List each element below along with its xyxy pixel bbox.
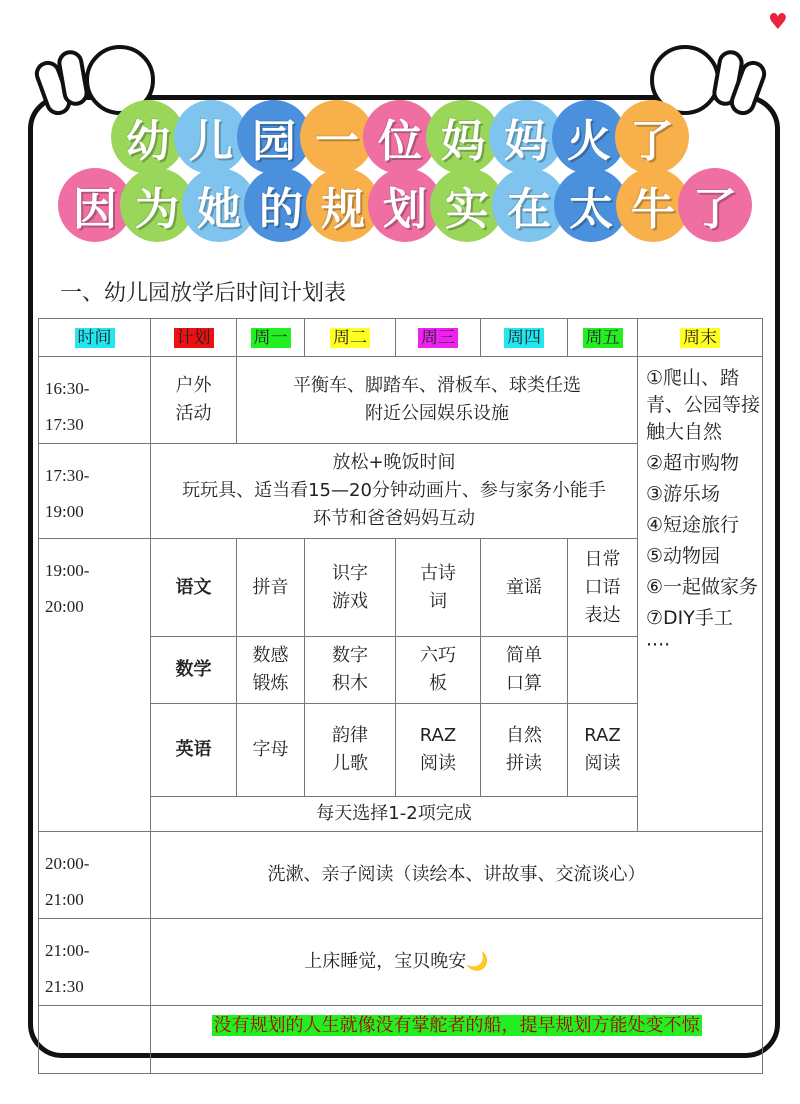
lesson-cell: 古诗词 — [396, 539, 481, 637]
table-row — [39, 919, 763, 1006]
time-cell: 16:30- 17:30 — [39, 357, 151, 444]
title-char-bubble: 规 — [306, 168, 380, 242]
title-char-bubble: 火 — [552, 100, 626, 174]
title-char-bubble: 妈 — [489, 100, 563, 174]
lesson-cell: RAZ阅读 — [568, 704, 638, 797]
header-cell — [39, 319, 151, 357]
lesson-cell: 自然拼读 — [481, 704, 568, 797]
header-label: 计划 — [174, 328, 214, 348]
motto-cell — [151, 1006, 763, 1074]
subject-cell: 语文 — [151, 539, 237, 637]
header-label: 周三 — [418, 328, 458, 348]
time-cell: 20:00- 21:00 — [39, 832, 151, 919]
header-cell — [305, 319, 396, 357]
heart-icon: ♥ — [768, 10, 788, 35]
title-char-bubble: 位 — [363, 100, 437, 174]
table-row — [39, 357, 763, 444]
table-row — [39, 832, 763, 919]
header-cell — [151, 319, 237, 357]
title-char-bubble: 为 — [120, 168, 194, 242]
plan-cell: 户外活动 — [151, 357, 237, 444]
lesson-cell: 日常口语表达 — [568, 539, 638, 637]
title-char-bubble: 园 — [237, 100, 311, 174]
note-cell: 每天选择1-2项完成 — [151, 797, 638, 832]
header-cell — [237, 319, 305, 357]
time-cell: 17:30- 19:00 — [39, 444, 151, 539]
time-cell: 19:00- 20:00 — [39, 539, 151, 832]
title-char-bubble: 儿 — [174, 100, 248, 174]
lesson-cell: 简单口算 — [481, 637, 568, 704]
title-char-bubble: 幼 — [111, 100, 185, 174]
title-char-bubble: 了 — [678, 168, 752, 242]
title-char-bubble: 牛 — [616, 168, 690, 242]
section-heading: 一、幼儿园放学后时间计划表 — [60, 281, 347, 306]
title-char-bubble: 在 — [492, 168, 566, 242]
subject-cell: 英语 — [151, 704, 237, 797]
activity-cell: 平衡车、脚踏车、滑板车、球类任选 附近公园娱乐设施 — [237, 357, 638, 444]
weekend-item: ④短途旅行 — [646, 514, 740, 536]
title-char-bubble: 她 — [182, 168, 256, 242]
lesson-cell: 字母 — [237, 704, 305, 797]
title-line-2 — [0, 168, 800, 248]
lesson-cell: 六巧板 — [396, 637, 481, 704]
weekend-item: ⑤动物园 — [646, 545, 721, 567]
title-char-bubble: 妈 — [426, 100, 500, 174]
header-label: 时间 — [75, 328, 115, 348]
weekend-item: ⑥一起做家务 — [646, 576, 759, 598]
lesson-cell: 童谣 — [481, 539, 568, 637]
weekend-item: ①爬山、踏青、公园等接触大自然 — [646, 367, 761, 443]
header-label: 周末 — [680, 328, 720, 348]
lesson-cell: 拼音 — [237, 539, 305, 637]
empty-cell — [39, 1006, 151, 1074]
header-label: 周二 — [330, 328, 370, 348]
header-cell — [481, 319, 568, 357]
activity-cell: 洗漱、亲子阅读（读绘本、讲故事、交流谈心） — [151, 832, 763, 919]
title-char-bubble: 的 — [244, 168, 318, 242]
lesson-cell: 数字积木 — [305, 637, 396, 704]
activity-cell: 放松+晚饭时间 玩玩具、适当看15—20分钟动画片、参与家务小能手 环节和爸爸妈妈互动 — [151, 444, 638, 539]
weekend-item: ②超市购物 — [646, 452, 740, 474]
lesson-cell: 识字游戏 — [305, 539, 396, 637]
header-cell — [568, 319, 638, 357]
header-label: 周四 — [504, 328, 544, 348]
title-char-bubble: 了 — [615, 100, 689, 174]
header-label: 周五 — [583, 328, 623, 348]
table-row — [39, 1006, 763, 1074]
header-cell — [396, 319, 481, 357]
subject-cell: 数学 — [151, 637, 237, 704]
lesson-cell: 数感锻炼 — [237, 637, 305, 704]
header-cell — [638, 319, 763, 357]
weekend-item: ③游乐场 — [646, 483, 721, 505]
lesson-cell — [568, 637, 638, 704]
weekend-cell — [638, 357, 763, 832]
title-char-bubble: 因 — [58, 168, 132, 242]
time-cell: 21:00- 21:30 — [39, 919, 151, 1006]
header-label: 周一 — [251, 328, 291, 348]
title-char-bubble: 太 — [554, 168, 628, 242]
lesson-cell: RAZ阅读 — [396, 704, 481, 797]
activity-cell: 上床睡觉，宝贝晚安🌙 — [151, 919, 763, 1006]
title-char-bubble: 实 — [430, 168, 504, 242]
weekend-item: ⑦DIY手工 ···· — [646, 607, 733, 656]
lesson-cell: 韵律儿歌 — [305, 704, 396, 797]
schedule-table — [38, 318, 763, 1074]
title-char-bubble: 划 — [368, 168, 442, 242]
motto-text: 没有规划的人生就像没有掌舵者的船，提早规划方能处变不惊 — [213, 1015, 700, 1036]
title-char-bubble: 一 — [300, 100, 374, 174]
header-row — [39, 319, 763, 357]
